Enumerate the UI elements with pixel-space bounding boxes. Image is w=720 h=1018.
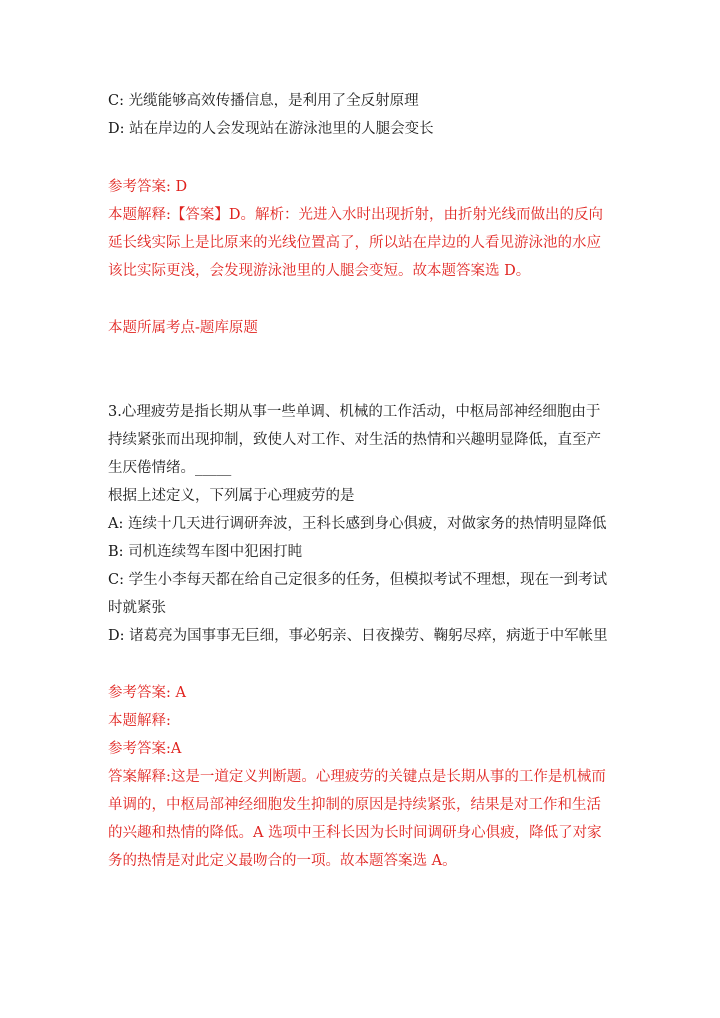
q3-explanation-line-4: 务的热情是对此定义最吻合的一项。故本题答案选 A。	[108, 853, 457, 869]
q3-answer: 参考答案: A	[108, 685, 186, 701]
prev-explanation-line-3: 该比实际更浅，会发现游泳池里的人腿会变短。故本题答案选 D。	[108, 263, 531, 279]
q3-option-b: B: 司机连续驾车图中犯困打盹	[108, 544, 303, 560]
prev-option-d: D: 站在岸边的人会发现站在游泳池里的人腿会变长	[108, 121, 434, 137]
q3-stem-line-3: 生厌倦情绪。_____	[108, 460, 232, 476]
q3-stem-line-2: 持续紧张而出现抑制，致使人对工作、对生活的热情和兴趣明显降低，直至产	[108, 432, 601, 448]
q3-explanation-label: 本题解释:	[108, 713, 171, 729]
q3-option-d: D: 诸葛亮为国事事无巨细，事必躬亲、日夜操劳、鞠躬尽瘁，病逝于中军帐里	[108, 628, 608, 644]
q3-prompt: 根据上述定义，下列属于心理疲劳的是	[108, 488, 355, 504]
q3-explanation-line-3: 的兴趣和热情的降低。A 选项中王科长因为长时间调研身心俱疲，降低了对家	[108, 825, 602, 841]
q3-explanation-line-1: 答案解释:这是一道定义判断题。心理疲劳的关键点是长期从事的工作是机械而	[108, 769, 606, 785]
prev-category: 本题所属考点-题库原题	[108, 320, 258, 336]
q3-answer-2: 参考答案:A	[108, 741, 182, 757]
q3-option-c-line-1: C: 学生小李每天都在给自己定很多的任务，但模拟考试不理想，现在一到考试	[108, 572, 608, 588]
q3-stem-line-1: 3.心理疲劳是指长期从事一些单调、机械的工作活动，中枢局部神经细胞由于	[108, 404, 601, 420]
q3-option-c-line-2: 时就紧张	[108, 600, 166, 616]
prev-option-c: C: 光缆能够高效传播信息，是利用了全反射原理	[108, 93, 419, 109]
prev-explanation-line-1: 本题解释:【答案】D。解析：光进入水时出现折射，由折射光线而做出的反向	[108, 207, 604, 223]
q3-option-a: A: 连续十几天进行调研奔波，王科长感到身心俱疲，对做家务的热情明显降低	[108, 516, 607, 532]
prev-answer: 参考答案: D	[108, 179, 188, 195]
q3-explanation-line-2: 单调的，中枢局部神经细胞发生抑制的原因是持续紧张，结果是对工作和生活	[108, 797, 601, 813]
prev-explanation-line-2: 延长线实际上是比原来的光线位置高了，所以站在岸边的人看见游泳池的水应	[108, 235, 601, 251]
